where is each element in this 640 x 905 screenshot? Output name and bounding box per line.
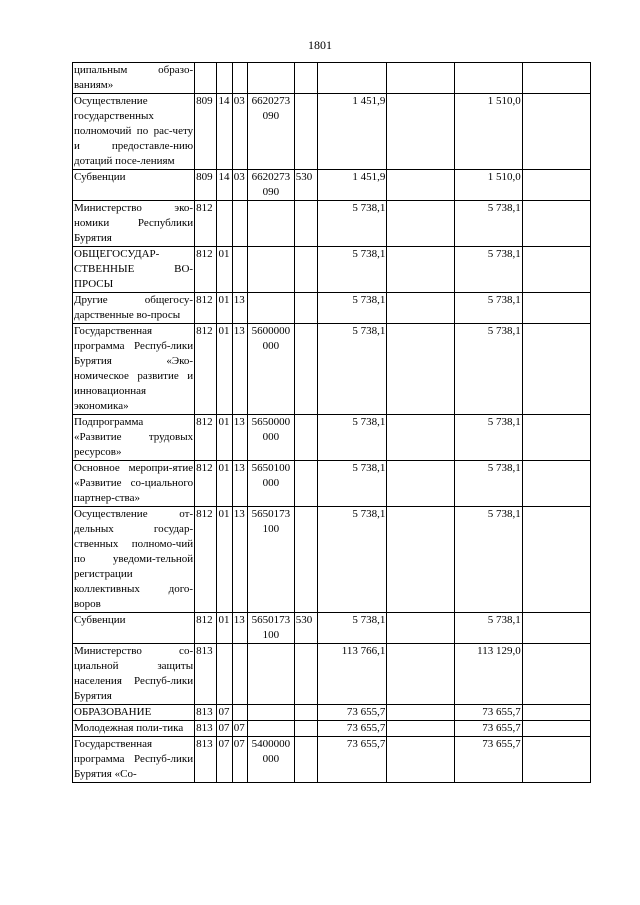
expense-type-cell xyxy=(294,705,317,721)
target-article-cell xyxy=(247,293,294,324)
target-article-cell: 5400000000 xyxy=(247,737,294,783)
expense-type-cell: 530 xyxy=(294,170,317,201)
extra-year1-cell xyxy=(387,324,454,415)
expense-type-cell xyxy=(294,293,317,324)
subsection-code-cell xyxy=(232,705,247,721)
expense-type-cell xyxy=(294,737,317,783)
subsection-code-cell: 03 xyxy=(232,170,247,201)
extra-year2-cell xyxy=(522,644,590,705)
subsection-code-cell: 07 xyxy=(232,721,247,737)
table-row xyxy=(73,737,591,783)
amount-year1-cell: 5 738,1 xyxy=(318,324,387,415)
item-name-cell: Министерство со-циальной защиты населения Респуб-лики Бурятия xyxy=(73,644,195,705)
table-row xyxy=(73,324,591,415)
item-name-cell: ципальным образо-ваниям» xyxy=(73,63,195,94)
section-code-cell: 01 xyxy=(217,415,232,461)
extra-year1-cell xyxy=(387,613,454,644)
target-article-cell: 5600000000 xyxy=(247,324,294,415)
section-code-cell: 14 xyxy=(217,94,232,170)
section-code-cell xyxy=(217,201,232,247)
table-row xyxy=(73,613,591,644)
extra-year1-cell xyxy=(387,293,454,324)
extra-year1-cell xyxy=(387,63,454,94)
amount-year2-cell: 5 738,1 xyxy=(454,415,522,461)
section-code-cell: 01 xyxy=(217,613,232,644)
item-name-cell: ОБРАЗОВАНИЕ xyxy=(73,705,195,721)
subsection-code-cell: 07 xyxy=(232,737,247,783)
extra-year1-cell xyxy=(387,705,454,721)
extra-year2-cell xyxy=(522,721,590,737)
target-article-cell: 5650100000 xyxy=(247,461,294,507)
item-name-cell: Подпрограмма «Развитие трудовых ресурсов» xyxy=(73,415,195,461)
table-row xyxy=(73,293,591,324)
amount-year2-cell: 1 510,0 xyxy=(454,170,522,201)
subsection-code-cell: 13 xyxy=(232,293,247,324)
target-article-cell: 6620273090 xyxy=(247,94,294,170)
amount-year1-cell: 113 766,1 xyxy=(318,644,387,705)
amount-year1-cell: 5 738,1 xyxy=(318,247,387,293)
expense-type-cell xyxy=(294,721,317,737)
item-name-cell: Осуществление государственных полномочий по рас-чету и предоставле-нию дотаций посе-лениям xyxy=(73,94,195,170)
subsection-code-cell xyxy=(232,247,247,293)
section-code-cell: 01 xyxy=(217,507,232,613)
amount-year2-cell xyxy=(454,63,522,94)
amount-year1-cell: 73 655,7 xyxy=(318,705,387,721)
table-row xyxy=(73,644,591,705)
extra-year1-cell xyxy=(387,461,454,507)
extra-year1-cell xyxy=(387,201,454,247)
expense-type-cell xyxy=(294,324,317,415)
table-row xyxy=(73,63,591,94)
item-name-cell: Молодежная поли-тика xyxy=(73,721,195,737)
item-name-cell: Другие общегосу-дарственные во-просы xyxy=(73,293,195,324)
section-code-cell: 01 xyxy=(217,247,232,293)
target-article-cell xyxy=(247,721,294,737)
amount-year2-cell: 1 510,0 xyxy=(454,94,522,170)
expense-type-cell: 530 xyxy=(294,613,317,644)
amount-year2-cell: 5 738,1 xyxy=(454,201,522,247)
amount-year1-cell: 5 738,1 xyxy=(318,461,387,507)
section-code-cell: 07 xyxy=(217,705,232,721)
ministry-code-cell: 812 xyxy=(195,324,217,415)
section-code-cell: 01 xyxy=(217,293,232,324)
table-row xyxy=(73,201,591,247)
ministry-code-cell: 813 xyxy=(195,737,217,783)
amount-year1-cell: 1 451,9 xyxy=(318,94,387,170)
ministry-code-cell: 812 xyxy=(195,613,217,644)
extra-year1-cell xyxy=(387,247,454,293)
target-article-cell xyxy=(247,201,294,247)
section-code-cell: 01 xyxy=(217,324,232,415)
subsection-code-cell xyxy=(232,63,247,94)
extra-year2-cell xyxy=(522,737,590,783)
extra-year1-cell xyxy=(387,94,454,170)
section-code-cell xyxy=(217,644,232,705)
target-article-cell xyxy=(247,247,294,293)
amount-year2-cell: 5 738,1 xyxy=(454,613,522,644)
target-article-cell: 5650173100 xyxy=(247,507,294,613)
budget-table-body xyxy=(73,63,591,783)
item-name-cell: Субвенции xyxy=(73,170,195,201)
ministry-code-cell: 812 xyxy=(195,461,217,507)
ministry-code-cell: 812 xyxy=(195,247,217,293)
ministry-code-cell: 812 xyxy=(195,415,217,461)
extra-year2-cell xyxy=(522,94,590,170)
amount-year2-cell: 5 738,1 xyxy=(454,247,522,293)
expense-type-cell xyxy=(294,201,317,247)
target-article-cell xyxy=(247,705,294,721)
extra-year1-cell xyxy=(387,170,454,201)
table-row xyxy=(73,507,591,613)
budget-table xyxy=(72,62,591,783)
section-code-cell: 07 xyxy=(217,721,232,737)
amount-year1-cell xyxy=(318,63,387,94)
extra-year1-cell xyxy=(387,737,454,783)
target-article-cell: 6620273090 xyxy=(247,170,294,201)
item-name-cell: Государственная программа Респуб-лики Бурятия «Эко-номическое развитие и инновационная экономика» xyxy=(73,324,195,415)
extra-year1-cell xyxy=(387,415,454,461)
extra-year2-cell xyxy=(522,63,590,94)
table-row xyxy=(73,721,591,737)
item-name-cell: Государственная программа Респуб-лики Бурятия «Со- xyxy=(73,737,195,783)
ministry-code-cell: 809 xyxy=(195,170,217,201)
subsection-code-cell: 13 xyxy=(232,507,247,613)
target-article-cell: 5650173100 xyxy=(247,613,294,644)
amount-year2-cell: 73 655,7 xyxy=(454,721,522,737)
extra-year2-cell xyxy=(522,461,590,507)
subsection-code-cell: 03 xyxy=(232,94,247,170)
extra-year2-cell xyxy=(522,613,590,644)
table-row xyxy=(73,247,591,293)
amount-year2-cell: 5 738,1 xyxy=(454,293,522,324)
subsection-code-cell: 13 xyxy=(232,613,247,644)
ministry-code-cell: 813 xyxy=(195,705,217,721)
ministry-code-cell: 812 xyxy=(195,293,217,324)
extra-year2-cell xyxy=(522,324,590,415)
ministry-code-cell: 812 xyxy=(195,507,217,613)
amount-year2-cell: 5 738,1 xyxy=(454,507,522,613)
table-row xyxy=(73,705,591,721)
expense-type-cell xyxy=(294,247,317,293)
expense-type-cell xyxy=(294,94,317,170)
section-code-cell: 14 xyxy=(217,170,232,201)
amount-year1-cell: 5 738,1 xyxy=(318,293,387,324)
table-row xyxy=(73,415,591,461)
target-article-cell xyxy=(247,644,294,705)
amount-year2-cell: 73 655,7 xyxy=(454,705,522,721)
subsection-code-cell: 13 xyxy=(232,415,247,461)
amount-year1-cell: 5 738,1 xyxy=(318,201,387,247)
ministry-code-cell: 812 xyxy=(195,201,217,247)
section-code-cell: 01 xyxy=(217,461,232,507)
page-number: 1801 xyxy=(308,38,332,52)
expense-type-cell xyxy=(294,461,317,507)
section-code-cell xyxy=(217,63,232,94)
extra-year1-cell xyxy=(387,721,454,737)
table-row xyxy=(73,94,591,170)
extra-year1-cell xyxy=(387,507,454,613)
extra-year1-cell xyxy=(387,644,454,705)
extra-year2-cell xyxy=(522,705,590,721)
item-name-cell: ОБЩЕГОСУДАР-СТВЕННЫЕ ВО-ПРОСЫ xyxy=(73,247,195,293)
subsection-code-cell: 13 xyxy=(232,324,247,415)
expense-type-cell xyxy=(294,63,317,94)
extra-year2-cell xyxy=(522,247,590,293)
subsection-code-cell xyxy=(232,201,247,247)
amount-year1-cell: 5 738,1 xyxy=(318,613,387,644)
item-name-cell: Министерство эко-номики Республики Бурятия xyxy=(73,201,195,247)
expense-type-cell xyxy=(294,644,317,705)
amount-year2-cell: 73 655,7 xyxy=(454,737,522,783)
amount-year2-cell: 113 129,0 xyxy=(454,644,522,705)
extra-year2-cell xyxy=(522,507,590,613)
amount-year2-cell: 5 738,1 xyxy=(454,324,522,415)
ministry-code-cell xyxy=(195,63,217,94)
expense-type-cell xyxy=(294,415,317,461)
amount-year1-cell: 73 655,7 xyxy=(318,721,387,737)
table-row xyxy=(73,461,591,507)
subsection-code-cell xyxy=(232,644,247,705)
item-name-cell: Субвенции xyxy=(73,613,195,644)
amount-year1-cell: 5 738,1 xyxy=(318,507,387,613)
target-article-cell xyxy=(247,63,294,94)
expense-type-cell xyxy=(294,507,317,613)
subsection-code-cell: 13 xyxy=(232,461,247,507)
amount-year1-cell: 73 655,7 xyxy=(318,737,387,783)
extra-year2-cell xyxy=(522,201,590,247)
amount-year1-cell: 5 738,1 xyxy=(318,415,387,461)
amount-year2-cell: 5 738,1 xyxy=(454,461,522,507)
amount-year1-cell: 1 451,9 xyxy=(318,170,387,201)
table-row xyxy=(73,170,591,201)
extra-year2-cell xyxy=(522,170,590,201)
extra-year2-cell xyxy=(522,415,590,461)
target-article-cell: 5650000000 xyxy=(247,415,294,461)
item-name-cell: Осуществление от-дельных государ-ственных полномо-чий по уведоми-тельной регистрации коллективных дого-воров xyxy=(73,507,195,613)
section-code-cell: 07 xyxy=(217,737,232,783)
extra-year2-cell xyxy=(522,293,590,324)
ministry-code-cell: 813 xyxy=(195,644,217,705)
ministry-code-cell: 813 xyxy=(195,721,217,737)
item-name-cell: Основное меропри-ятие «Развитие со-циального партнер-ства» xyxy=(73,461,195,507)
ministry-code-cell: 809 xyxy=(195,94,217,170)
